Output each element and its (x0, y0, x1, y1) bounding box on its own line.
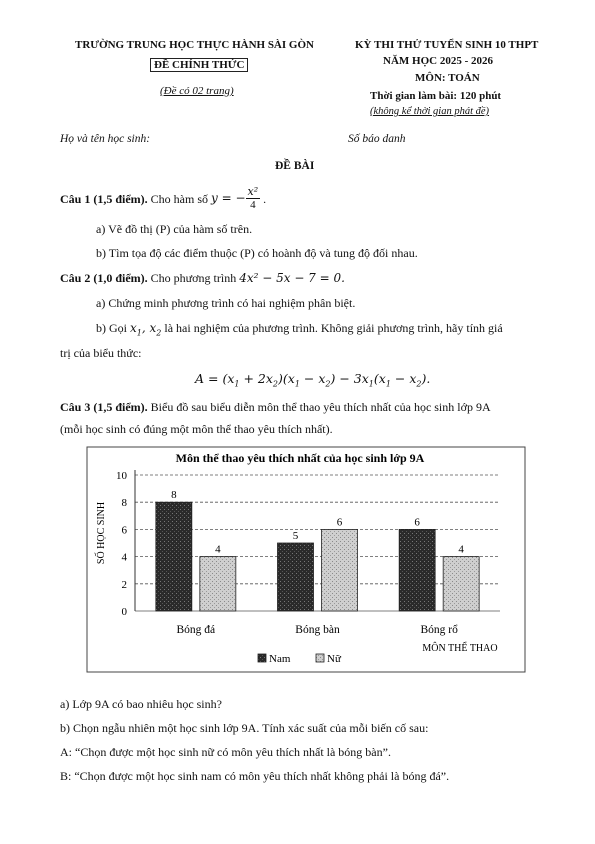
school-name: TRƯỜNG TRUNG HỌC THỰC HÀNH SÀI GÒN (75, 39, 314, 51)
q2-line (60, 271, 345, 286)
y-tick-label: 0 (121, 606, 127, 618)
q3-line1 (60, 400, 491, 415)
bar-value-label: 4 (458, 543, 464, 556)
legend-swatch-nam (258, 654, 266, 662)
official-label: ĐỀ CHÍNH THỨC (150, 58, 248, 72)
subject: MÔN: TOÁN (415, 72, 480, 84)
bar-nu (443, 557, 479, 611)
bar-nam (278, 543, 314, 611)
q2-b1: là hai nghiệm của phương trình. Không giải phương trình, hãy tính giá (164, 321, 503, 335)
bar-nam (156, 502, 192, 611)
legend-label: Nam (269, 653, 291, 665)
y-tick-label: 10 (116, 470, 127, 482)
exam-title: KỲ THI THỬ TUYỂN SINH 10 THPT (355, 39, 539, 51)
y-tick-labels (116, 470, 128, 618)
q1-line: Câu 1 (1,5 điểm). Cho hàm số y = − $\frac{\text{x²}}{4}$ . (60, 185, 267, 211)
q1-denominator: 4 (250, 199, 256, 211)
category-labels (177, 623, 459, 636)
legend-swatch-nu (316, 654, 324, 662)
bar-nam (399, 529, 435, 611)
q1-fraction (246, 185, 261, 211)
chart-title: Môn thể thao yêu thích nhất của học sinh lớp 9A (175, 451, 425, 465)
bar-nu (200, 557, 236, 611)
y-tick-label: 8 (121, 497, 127, 510)
student-id-label: Số báo danh (348, 133, 406, 145)
q1-text: Cho hàm số (150, 191, 209, 206)
q1-label: Câu 1 (1,5 điểm). (60, 191, 148, 206)
bar-value-label: 6 (336, 516, 343, 529)
category-label: Bóng đá (176, 624, 216, 636)
y-axis-label: SỐ HỌC SINH (96, 501, 107, 565)
x-axis-label: MÔN THỂ THAO (422, 643, 498, 654)
q1-a: a) Vẽ đồ thị (P) của hàm số trên. (96, 222, 253, 236)
legend-label: Nữ (327, 653, 341, 665)
category-label: Bóng bàn (295, 624, 340, 636)
y-tick-label: 4 (121, 551, 127, 564)
q2-b-line: b) Gọi $x_1$, $x_2$ là hai nghiệm của phương trình. Không giải phương trình, hãy tính giá (96, 321, 503, 338)
y-tick-label: 2 (121, 578, 127, 591)
y-tick-label: 6 (121, 524, 127, 537)
category-label: Bóng rổ (420, 624, 458, 636)
section-title: ĐỀ BÀI (275, 160, 315, 172)
time-note: (không kể thời gian phát đề) (370, 106, 490, 117)
sports-bar-chart (0, 445, 595, 675)
q3-label: Câu 3 (1,5 điểm). (60, 400, 148, 414)
school-year: NĂM HỌC 2025 - 2026 (383, 55, 493, 67)
q3-event-b: B: “Chọn được một học sinh nam có môn yêu thích nhất không phải là bóng đá”. (60, 769, 450, 783)
q2-a: a) Chứng minh phương trình có hai nghiệm phân biệt. (96, 296, 356, 310)
pages-note: (Đề có 02 trang) (160, 85, 234, 97)
q3-event-a: A: “Chọn được một học sinh nữ có môn yêu thích nhất là bóng bàn”. (60, 745, 391, 759)
student-name-label: Họ và tên học sinh: (60, 133, 151, 145)
bar-value-label: 5 (292, 530, 299, 542)
q3-text1: Biểu đồ sau biểu diễn môn thể thao yêu thích nhất của học sinh lớp 9A (150, 400, 491, 414)
q1-numerator: x² (247, 185, 259, 198)
q3-b: b) Chọn ngẫu nhiên một học sinh lớp 9A. Tính xác suất của mỗi biến cố sau: (60, 721, 429, 735)
chart-legend (258, 653, 342, 665)
q1-b: b) Tìm tọa độ các điểm thuộc (P) có hoành độ và tung độ đối nhau. (96, 246, 418, 260)
bar-value-label: 6 (414, 516, 420, 529)
q3-a: a) Lớp 9A có bao nhiêu học sinh? (60, 697, 222, 711)
time-limit: Thời gian làm bài: 120 phút (370, 90, 502, 102)
q1-formula: y = − (211, 191, 246, 205)
q3-text2: (mỗi học sinh có đúng một môn thể thao yêu thích nhất). (60, 422, 333, 436)
q2-b2: trị của biểu thức: (60, 346, 142, 360)
q2-label: Câu 2 (1,0 điểm). (60, 271, 148, 285)
q2-equation: 4x² − 5x − 7 = 0. (239, 271, 345, 285)
q2-text: Cho phương trình (150, 271, 237, 285)
bar-value-label: 8 (171, 489, 177, 502)
q2-expression: $A = (x_1 + 2x_2)(x_1 - x_2) - 3x_1(x_1 - x_2)$. (195, 371, 431, 389)
bar-nu (322, 529, 358, 611)
bar-value-label: 4 (215, 543, 221, 556)
